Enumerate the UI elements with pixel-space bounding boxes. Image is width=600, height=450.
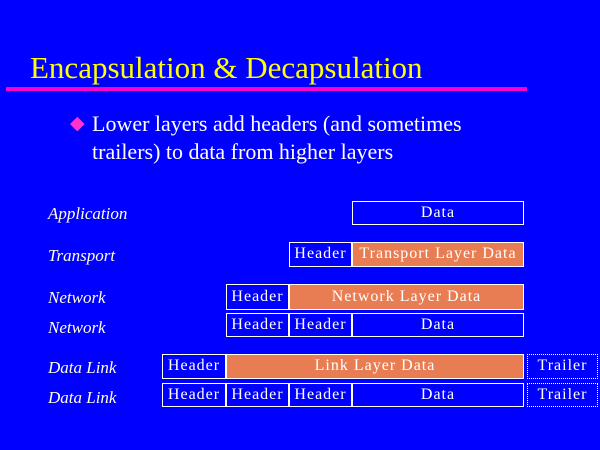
box-network2-header-1: Header (226, 313, 289, 337)
box-datalink-header: Header (162, 354, 226, 379)
box-transport-layer-data: Transport Layer Data (352, 242, 524, 267)
bullet-line-1: Lower layers add headers (and sometimes (92, 111, 462, 136)
box-network-layer-data: Network Layer Data (289, 284, 524, 310)
bullet-text (92, 110, 462, 166)
box-network2-header-2: Header (289, 313, 352, 337)
bullet-line-2: trailers) to data from higher layers (92, 139, 394, 164)
label-network-1: Network (48, 288, 106, 307)
box-transport-header: Header (289, 242, 352, 267)
box-link-layer-data: Link Layer Data (226, 354, 524, 379)
label-datalink-2: Data Link (48, 388, 117, 407)
box-network-header: Header (226, 284, 289, 310)
title-underline (6, 87, 527, 91)
box-datalink2-header-1: Header (162, 383, 226, 407)
box-datalink-trailer: Trailer (527, 354, 598, 379)
box-application-data: Data (352, 201, 524, 225)
box-datalink2-data: Data (352, 383, 524, 407)
box-datalink2-header-3: Header (289, 383, 352, 407)
box-datalink2-header-2: Header (226, 383, 289, 407)
label-network-2: Network (48, 318, 106, 337)
diamond-bullet-icon: ◆ (70, 112, 85, 134)
box-datalink2-trailer: Trailer (527, 383, 598, 407)
label-transport: Transport (48, 246, 116, 265)
slide-title: Encapsulation & Decapsulation (30, 50, 423, 85)
box-network2-data: Data (352, 313, 524, 337)
label-datalink-1: Data Link (48, 358, 117, 377)
label-application: Application (48, 204, 128, 223)
